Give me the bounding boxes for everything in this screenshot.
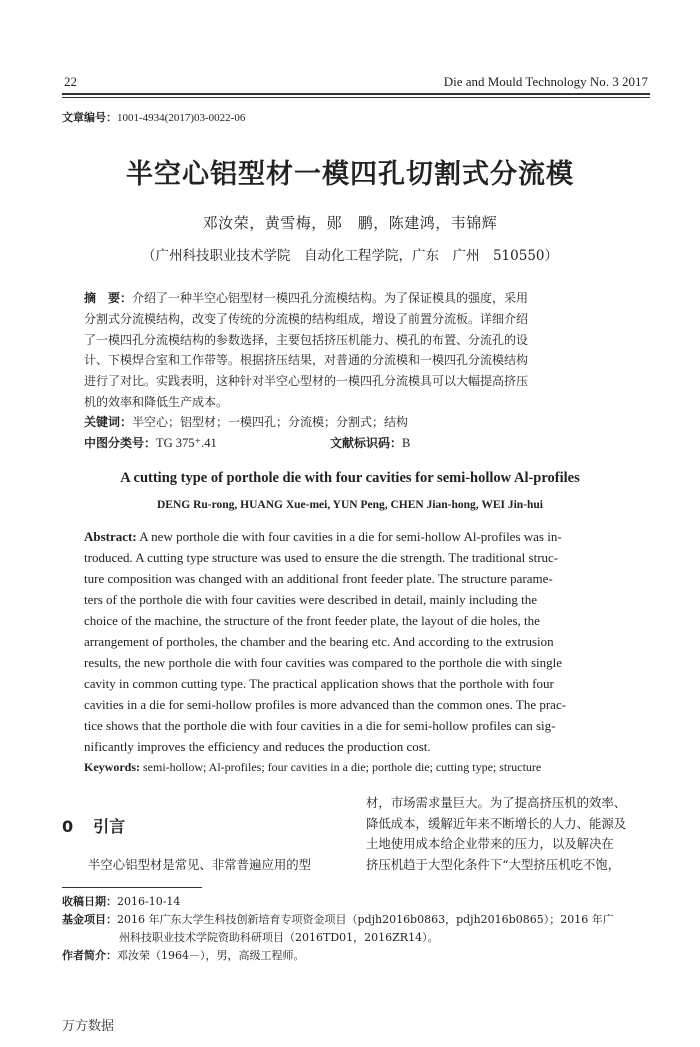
section-title: 引言: [93, 817, 126, 836]
keywords-cn-value: 半空心；铝型材；一模四孔；分流模；分割式；结构: [132, 415, 409, 429]
header-rule-thin: [62, 97, 650, 98]
authors-cn: 邓汝荣，黄雪梅，郧 鹏，陈建鸿，韦锦辉: [202, 214, 498, 232]
fund-label: 基金项目：: [62, 913, 117, 926]
author-label: 作者简介：: [62, 949, 117, 962]
watermark: 万方数据: [62, 1019, 115, 1034]
document-code: [330, 434, 410, 451]
author-value: 邓汝荣（1964－），男，高级工程师。: [117, 949, 305, 962]
document-code-label: 文献标识码：: [330, 436, 403, 450]
body-right-line: 土地使用成本给企业带来的压力，以及解决在: [366, 836, 614, 851]
article-number: [62, 109, 245, 125]
title-en: A cutting type of porthole die with four cavities for semi-hollow Al-profiles: [120, 470, 580, 486]
article-number-value: 1001-4934(2017)03-0022-06: [117, 112, 246, 124]
keywords-cn: [84, 413, 408, 430]
abstract-cn-label: 摘 要：: [84, 291, 133, 305]
body-right-line: 挤压机趋于大型化条件下“大型挤压机吃不饱，: [366, 857, 621, 872]
abstract-cn-line: 进行了对比。实践表明，这种针对半空心型材的一模四孔分流模具可以大幅提高挤压: [84, 374, 529, 388]
abstract-en-line: tice shows that the porthole die with four cavities in a die for semi-hollow profiles can sig-: [84, 718, 556, 733]
abstract-cn-line: 摘 要：介绍了一种半空心铝型材一模四孔分流模结构。为了保证模具的强度，采用: [84, 291, 529, 305]
abstract-en-line: cavities in a die for semi-hollow profiles is more advanced than the common ones. The prac-: [84, 697, 567, 712]
abstract-en-line: results, the new porthole die with four cavities was compared to the porthole die with single: [84, 655, 562, 670]
received-label: 收稿日期：: [62, 895, 117, 908]
clc-label: 中图分类号：: [84, 436, 157, 450]
abstract-en-label: Abstract:: [84, 529, 137, 544]
abstract-en-line: nificantly improves the efficiency and reduces the production cost.: [84, 739, 431, 754]
abstract-cn-line: 了一模四孔分流模结构的参数选择，主要包括挤压机能力、模孔的布置、分流孔的设: [84, 333, 529, 347]
clc-number: [84, 434, 217, 451]
body-right-line: 降低成本，缓解近年来不断增长的人力、能源及: [366, 816, 627, 831]
body-left-line: 半空心铝型材是常见、非常普遍应用的型: [88, 857, 312, 872]
abstract-en-line: Abstract: A new porthole die with four cavities in a die for semi-hollow Al-profiles was in-: [84, 529, 562, 544]
footnote-fund: [62, 911, 614, 927]
footnote-rule: [62, 887, 202, 888]
journal-name: Die and Mould Technology No. 3 2017: [443, 74, 648, 89]
keywords-en-label: Keywords:: [84, 760, 140, 774]
footnote-author: [62, 947, 305, 963]
header-rule-thick: [62, 93, 650, 95]
section-number: 0: [62, 817, 74, 836]
abstract-cn-line: 机的效率和降低生产成本。: [84, 395, 229, 409]
received-value: 2016-10-14: [117, 895, 181, 908]
clc-value: TG 375⁺.41: [156, 436, 217, 450]
keywords-en: [84, 760, 628, 775]
keywords-en-value: semi-hollow; Al-profiles; four cavities in a die; porthole die; cutting type; structure: [143, 760, 542, 774]
document-code-value: B: [402, 436, 411, 450]
keywords-cn-label: 关键词：: [84, 415, 133, 429]
abstract-cn-line: 分割式分流模结构，改变了传统的分流模的结构组成，增设了前置分流板。详细介绍: [84, 312, 529, 326]
footnote-received: [62, 893, 180, 909]
footnote-fund-cont: 州科技职业技术学院资助科研项目（2016TD01，2016ZR14）。: [119, 931, 439, 944]
abstract-en-line: arrangement of portholes, the chamber and the bearing etc. And according to the extrusion: [84, 634, 554, 649]
abstract-en-line: ture composition was changed with an additional front feeder plate. The structure parame-: [84, 571, 553, 586]
page-number: 22: [64, 74, 77, 89]
abstract-en-line: cavity in common cutting type. The practical application shows that the porthole with four: [84, 676, 554, 691]
affiliation-cn: （广州科技职业技术学院 自动化工程学院，广东 广州 510550）: [141, 248, 559, 264]
abstract-en-line: ters of the porthole die with four cavities were described in detail, mainly including the: [84, 592, 538, 607]
body-right-line: 材，市场需求量巨大。为了提高挤压机的效率、: [366, 795, 627, 810]
section-heading: [62, 814, 125, 837]
abstract-cn-line: 计、下模焊合室和工作带等。根据挤压结果，对普通的分流模和一模四孔分流模结构: [84, 353, 529, 367]
abstract-en-line: choice of the machine, the structure of the front feeder plate, the layout of die holes, the: [84, 613, 540, 628]
fund-line-1: 2016 年广东大学生科技创新培育专项资金项目（pdjh2016b0863，pdjh2016b0865）；2016 年广: [117, 913, 614, 926]
title-cn: 半空心铝型材一模四孔切割式分流模: [126, 159, 574, 190]
article-number-label: 文章编号：: [62, 111, 117, 124]
abstract-en-line: troduced. A cutting type structure was used to ensure the die strength. The traditional struc-: [84, 550, 559, 565]
authors-en: DENG Ru-rong, HUANG Xue-mei, YUN Peng, CHEN Jian-hong, WEI Jin-hui: [156, 499, 544, 511]
